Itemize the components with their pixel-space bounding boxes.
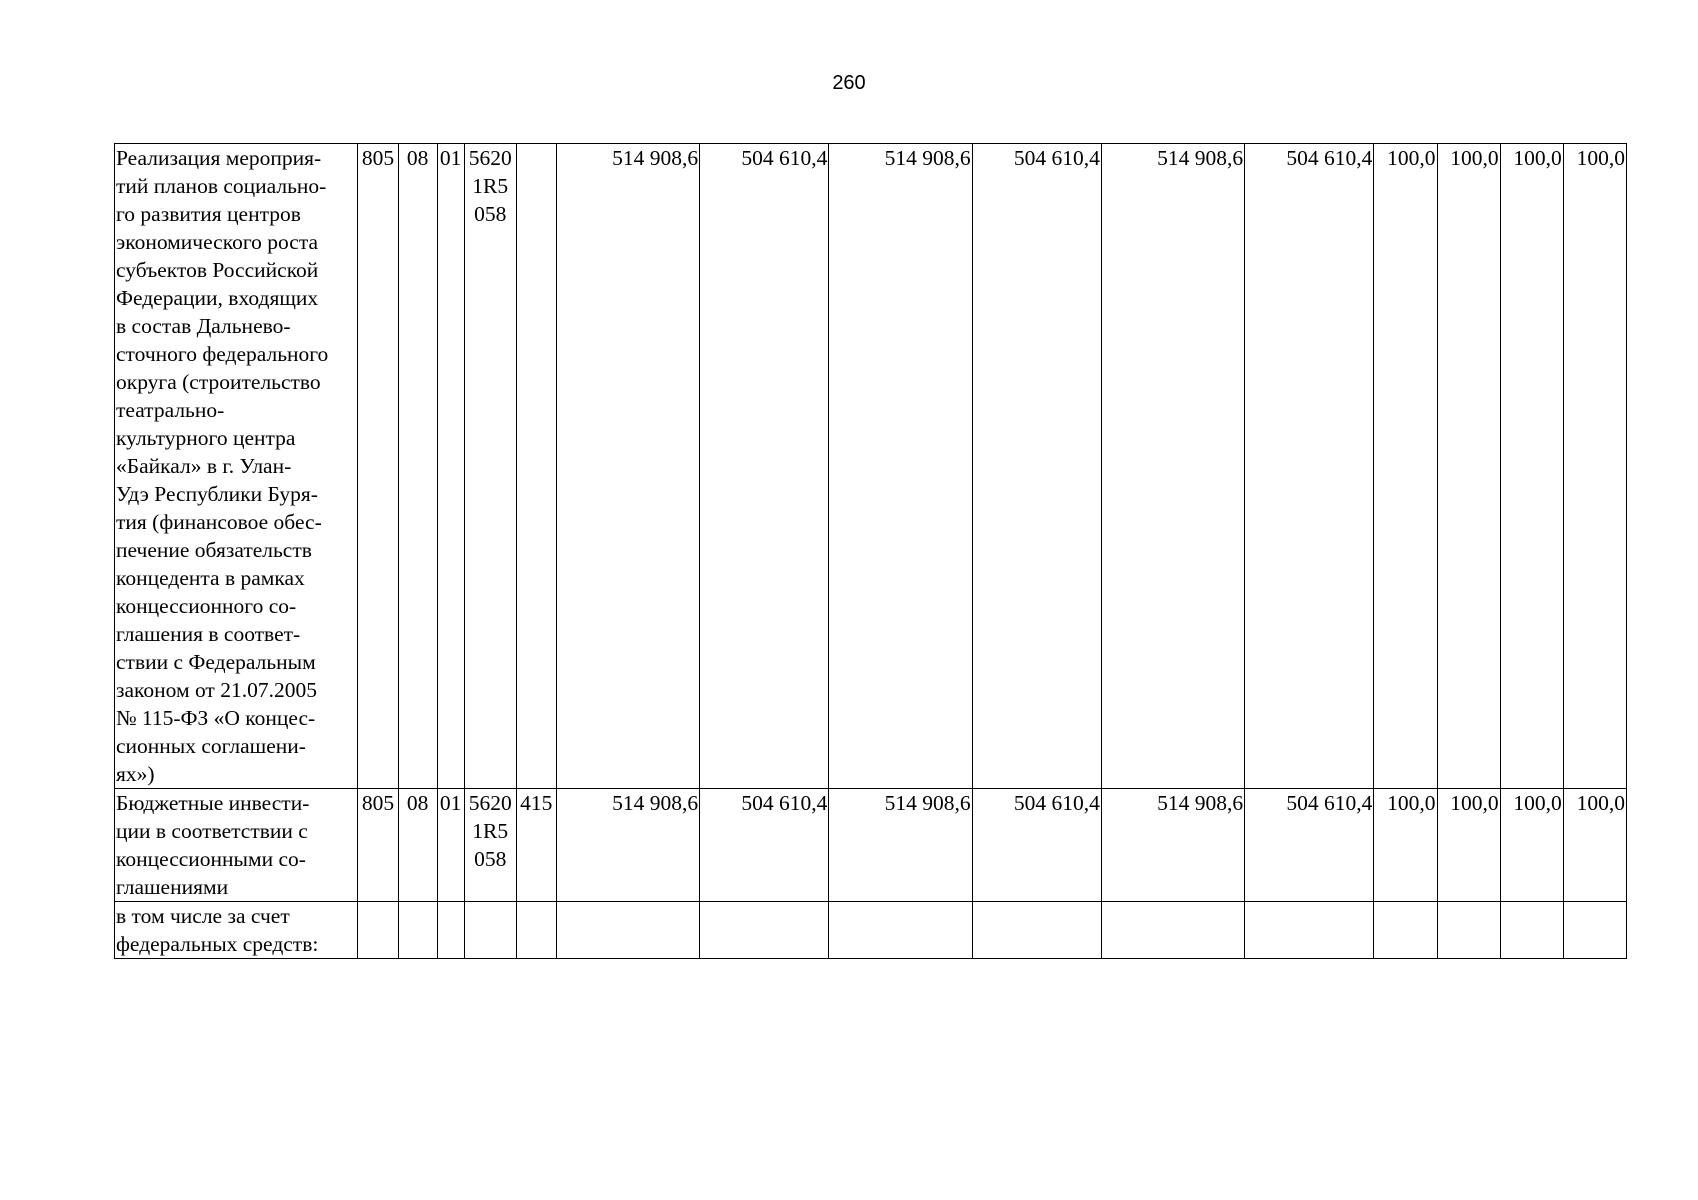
percent-cell: 100,0: [1374, 789, 1437, 902]
expense-type-cell: [516, 144, 556, 789]
row-name-cell: в том числе за счет федеральных средств:: [115, 902, 358, 959]
table-row: [115, 789, 1627, 902]
amount-cell: 514 908,6: [1101, 789, 1244, 902]
percent-cell: 100,0: [1374, 144, 1437, 789]
amount-cell: 514 908,6: [1101, 144, 1244, 789]
row-name-cell: Реализация мероприя- тий планов социально- го развития центров экономического роста субъектов Российской Федерации, входящих в состав Дальнево- сточного федерального округа (строительство театрально- культурного центра «Байкал» в г. Улан- Удэ Республики Буря- тия (финансовое обес- печение обязательств концедента в рамках концессионного со- глашения в соответ- ствии с Федеральным законом от 21.07.2005 № 115-ФЗ «О концес- сионных соглашени- ях»): [115, 144, 358, 789]
subsection-cell: [437, 902, 464, 959]
percent-cell: 100,0: [1563, 789, 1626, 902]
section-cell: [398, 902, 437, 959]
amount-cell: 514 908,6: [829, 789, 972, 902]
amount-cell: 514 908,6: [829, 144, 972, 789]
percent-cell: [1563, 902, 1626, 959]
target-article-cell: [464, 902, 516, 959]
percent-cell: 100,0: [1437, 144, 1500, 789]
percent-cell: 100,0: [1500, 144, 1563, 789]
grbs-cell: [358, 902, 398, 959]
percent-cell: [1500, 902, 1563, 959]
expense-type-cell: 415: [516, 789, 556, 902]
grbs-cell: 805: [358, 144, 398, 789]
table-row: [115, 902, 1627, 959]
amount-cell: 504 610,4: [1245, 144, 1374, 789]
section-cell: 08: [398, 789, 437, 902]
amount-cell: 504 610,4: [700, 789, 829, 902]
amount-cell: [1245, 902, 1374, 959]
amount-cell: 514 908,6: [556, 789, 699, 902]
percent-cell: 100,0: [1500, 789, 1563, 902]
amount-cell: 504 610,4: [1245, 789, 1374, 902]
amount-cell: [556, 902, 699, 959]
amount-cell: [972, 902, 1101, 959]
expense-type-cell: [516, 902, 556, 959]
subsection-cell: 01: [437, 789, 464, 902]
grbs-cell: 805: [358, 789, 398, 902]
percent-cell: [1437, 902, 1500, 959]
amount-cell: [1101, 902, 1244, 959]
amount-cell: [829, 902, 972, 959]
table-row: [115, 144, 1627, 789]
target-article-cell: 5620 1R5 058: [464, 144, 516, 789]
target-article-cell: 5620 1R5 058: [464, 789, 516, 902]
amount-cell: 504 610,4: [972, 789, 1101, 902]
row-name-cell: Бюджетные инвести- ции в соответствии с концессионными со- глашениями: [115, 789, 358, 902]
amount-cell: 504 610,4: [972, 144, 1101, 789]
percent-cell: 100,0: [1437, 789, 1500, 902]
percent-cell: 100,0: [1563, 144, 1626, 789]
section-cell: 08: [398, 144, 437, 789]
subsection-cell: 01: [437, 144, 464, 789]
amount-cell: 504 610,4: [700, 144, 829, 789]
page-number: 260: [832, 72, 866, 94]
percent-cell: [1374, 902, 1437, 959]
amount-cell: [700, 902, 829, 959]
amount-cell: 514 908,6: [556, 144, 699, 789]
budget-table: [114, 143, 1627, 959]
